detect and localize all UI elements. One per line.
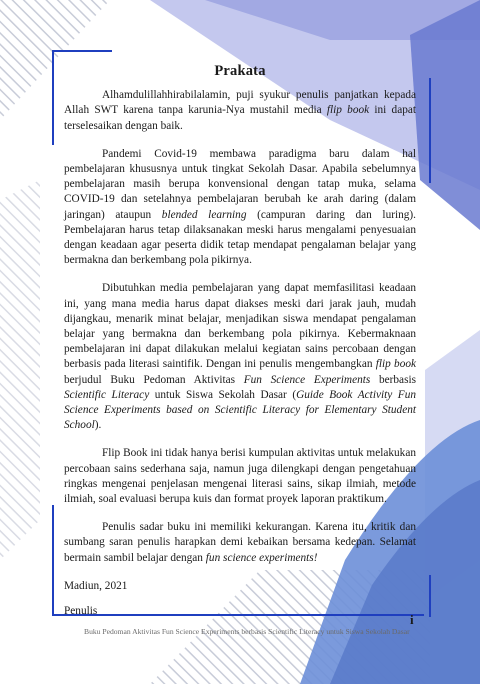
preface-content [64,64,416,629]
frame-top-right-v [429,78,431,183]
paragraph-5: Penulis sadar buku ini memiliki kekurangan. Karena itu, kritik dan sumbang saran penulis harapkan demi kebaikan bersama kedepan. Selamat bermain sambil belajar dengan fun science experiments! [64,521,416,564]
footer-text: Buku Pedoman Aktivitas Fun Science Experiments berbasis Scientific Literacy untuk Siswa Sekolah Dasar [84,627,410,636]
frame-top-left-h [52,50,112,52]
author-signature: Penulis [64,605,98,618]
right-dark-shape [410,0,480,230]
paragraph-4: Flip Book ini tidak hanya berisi kumpulan aktivitas untuk melakukan percobaan sains sederhana saja, namun juga dilengkapi dengan pengetahuan ringkas mengenai penjelasan mengenai literasi sains, sikap ilmiah, metode ilmiah, soal evaluasi berupa kuis dan format proyek laporan praktikum. [64,447,416,506]
paragraph-1: Alhamdulillahhirabilalamin, puji syukur penulis panjatkan kepada Allah SWT karena tanpa karunia-Nya mustahil media flip book ini dapat terselesaikan dengan baik. [64,89,417,132]
place-date: Madiun, 2021 [64,579,128,592]
page-number: i [410,612,414,627]
frame-top-left-v [52,50,54,145]
page-title: Prakata [214,63,266,79]
paragraph-3: Dibutuhkan media pembelajaran yang dapat memfasilitasi keadaan ini, yang mana media harus dapat diakses meski dari jarak jauh, mudah dijangkau, menarik minat belajar, menjadikan siswa mendapat pengalaman belajar yang bermakna dan berkembang pola pikirnya. Kebermaknaan pembelajaran ini dapat dilakukan melalui kegiatan sains percobaan dengan berbasis pada literasi saintifik. Dengan ini penulis mengembangkan flip book berjudul Buku Pedoman Aktivitas Fun Science Experiments berbasis Scientific Literacy untuk Siswa Sekolah Dasar (Guide Book Activity Fun Science Experiments based on Scientific Literacy for Elementary Student School). [64,282,417,432]
frame-bottom-right-v [429,575,431,617]
frame-bottom-left-v [52,505,54,615]
left-hatch [0,180,40,560]
paragraph-2: Pandemi Covid-19 membawa paradigma baru dalam hal pembelajaran khususnya untuk tingkat Sekolah Dasar. Apabila sebelumnya pembelajaran masih berupa konvensional dengan tatap muka, selama COVID-19 dan setelahnya pembelajaran berubah ke arah daring (dalam jaringan) ataupun blended learning (campuran daring dan luring). Pembelajaran harus tetap dilaksanakan meski harus mengalami penyesuaian dengan keadaan agar peserta didik tetap mendapat pengalaman belajar yang bermakna dan berkembang pola pikirnya. [64,147,417,267]
